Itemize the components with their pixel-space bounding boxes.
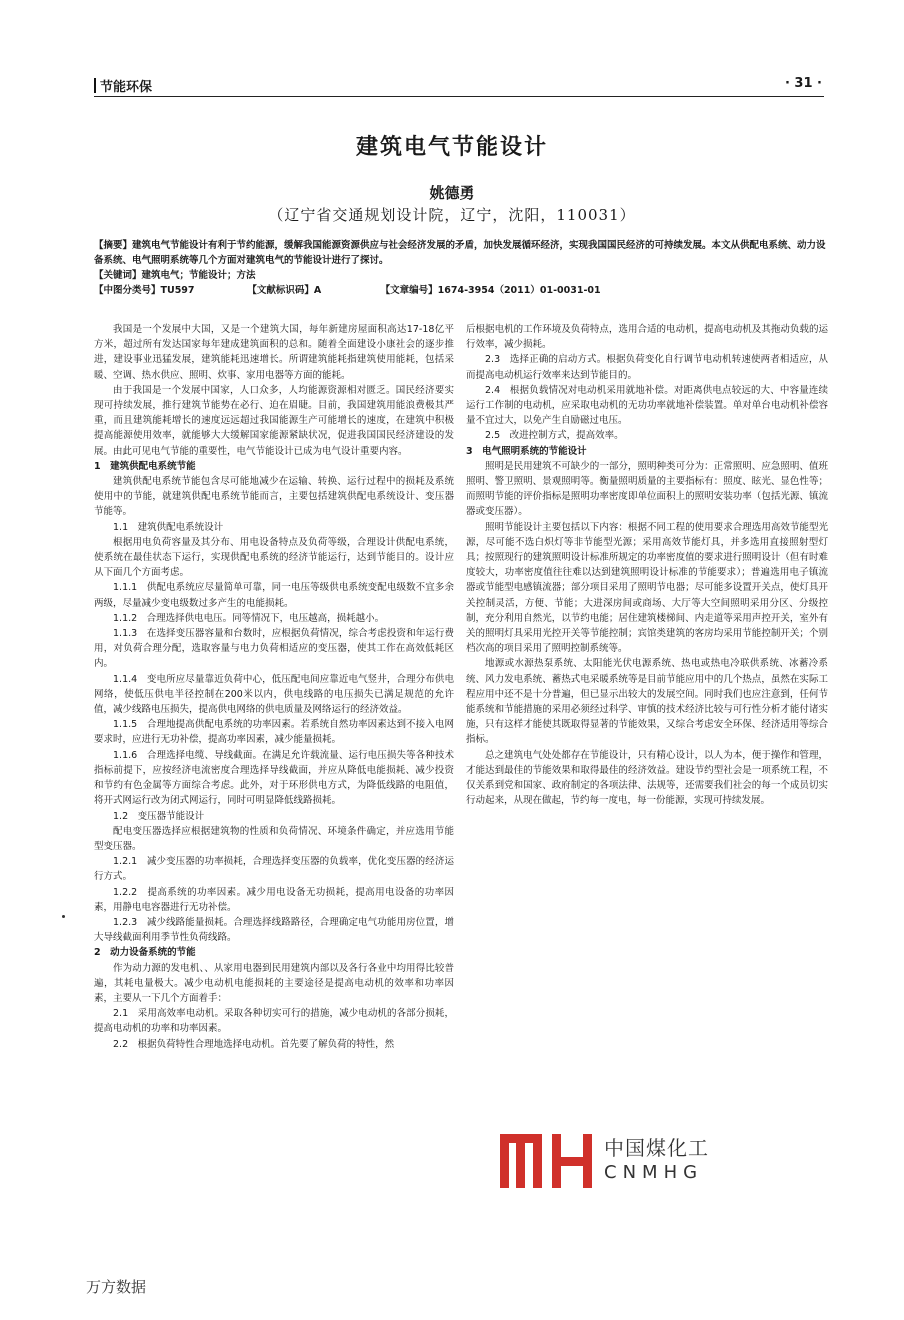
body-paragraph: 后根据电机的工作环境及负荷特点，选用合适的电动机，提高电动机及其拖动负载的运行效率，减少损耗。	[466, 324, 828, 351]
document-code: 【文献标识码】A	[247, 285, 322, 296]
keywords: 【关键词】建筑电气；节能设计；方法	[94, 270, 256, 281]
source-footer: 万方数据	[86, 1278, 147, 1296]
watermark-logo	[500, 1130, 740, 1190]
body-paragraph: 1.1.5 合理地提高供配电系统的功率因素。若系统自然功率因素达到不接入电网要求时，应进行无功补偿，提高功率因素，减少能量损耗。	[94, 719, 454, 746]
body-paragraph: 2.1 采用高效率电动机。采取各种切实可行的措施，减少电动机的各部分损耗，提高电动机的功率和功率因素。	[94, 1008, 454, 1035]
body-paragraph: 由于我国是一个发展中国家，人口众多，人均能源资源相对匮乏。国民经济要实现可持续发展，推行建筑节能势在必行、迫在眉睫。目前，我国建筑用能浪费极其严重，而且建筑能耗增长的速度远远超过我国能源生产可能增长的速度，在建筑中积极提高能源使用效率，就能够大大缓解国家能源紧缺状况，促进我国国民经济建设的发展。由此可见电气节能的重要性，电气节能设计已成为电气设计重要内容。	[94, 384, 454, 457]
page-number: · 31 ·	[784, 76, 822, 91]
body-paragraph: 1.2.3 减少线路能量损耗。合理选择线路路径，合理确定电气功能用房位置，增大导线截面利用季节性负荷线路。	[94, 916, 454, 944]
body-paragraph: 照明节能设计主要包括以下内容：根据不同工程的使用要求合理选用高效节能型光源，尽可能不选白炽灯等非节能型光源；采用高效节能灯具，并多选用直接照射型灯具；按照现行的建筑照明设计标准所规定的功率密度值的要求进行照明设计（但有时难度较大，功率密度值往往难以达到建筑照明设计标准的节能要求）；普遍选用电子镇流器或节能型电感镇流器；部分项目采用了照明节电器；尽可能多设置开关点，使灯具开关控制灵活，方便、节能；大进深房间或商场、大厅等大空间照明采用分区、分级控制，充分利用自然光，以节约电能；居住建筑楼梯间、内走道等采用声控开关，室外有关的照明灯具采用光控开关等节能控制；宾馆类建筑的客房均采用节能控制开关；个别档次高的项目采用了照明控制系统等。	[466, 521, 828, 655]
author-affiliation: （辽宁省交通规划设计院，辽宁，沈阳，110031）	[268, 206, 636, 224]
body-paragraph: 建筑供配电系统节能包含尽可能地减少在运输、转换、运行过程中的损耗及系统使用中的节能，就建筑供配电系统节能而言，主要包括建筑供配电系统设计、变压器节能等。	[94, 476, 454, 518]
body-paragraph: 配电变压器选择应根据建筑物的性质和负荷情况、环境条件确定，并应选用节能型变压器。	[94, 825, 454, 852]
body-paragraph: 地源或水源热泵系统、太阳能光伏电源系统、热电或热电冷联供系统、冰蓄冷系统、风力发电系统、蓄热式电采暖系统等是目前节能应用中的几个热点，虽然在实际工程应用中还不是十分普遍，但已显示出较大的发展空间。同时我们也应注意到，任何节能系统和节能措施的采用必须经过科学、审慎的技术经济比较与可行性分析才能付诸实施，只有这样才能使其既取得显著的节能效果，又综合考虑安全环保、经济适用等综合指标。	[466, 658, 828, 746]
clc-number: 【中图分类号】TU597	[94, 285, 195, 296]
body-paragraph: 总之建筑电气处处都存在节能设计，只有精心设计，以人为本，便于操作和管理，才能达到最佳的节能效果和取得最佳的经济效益。建设节约型社会是一项系统工程，不仅关系到党和国家、政府制定的各项法律、法规等，还需要我们社会的每一个成员切实行动起来，从现在做起，节约每一度电，每一份能源，实现可持续发展。	[466, 749, 828, 807]
body-paragraph: 2.3 选择正确的启动方式。根据负荷变化自行调节电动机转速使两者相适应，从而提高电动机运行效率来达到节能目的。	[466, 354, 828, 381]
body-paragraph: 照明是民用建筑不可缺少的一部分，照明种类可分为：正常照明、应急照明、值班照明、警卫照明、景观照明等。衡量照明质量的主要指标有：照度、眩光、显色性等；而照明节能的评价指标是照明功率密度即单位面积上的照明安装功率（包括光源、镇流器或变压器）。	[466, 460, 828, 518]
author-name: 姚德勇	[429, 184, 475, 202]
section-heading: 3 电气照明系统的节能设计	[466, 445, 587, 457]
body-left-column	[94, 322, 454, 1052]
watermark-name-en: CNMHG	[604, 1162, 704, 1183]
body-paragraph: 1.1.3 在选择变压器容量和台数时，应根据负荷情况，综合考虑投资和年运行费用，对负荷合理分配，选取容量与电力负荷相适应的变压器，使其工作在高效低耗区内。	[94, 628, 454, 670]
abstract-text: 【摘要】建筑电气节能设计有利于节约能源，缓解我国能源资源供应与社会经济发展的矛盾，加快发展循环经济，实现我国国民经济的可持续发展。本文从供配电系统、动力设备系统、电气照明系统等几个方面对建筑电气的节能设计进行了探讨。	[94, 240, 826, 266]
section-heading: 2 动力设备系统的节能	[94, 947, 196, 959]
margin-mark	[62, 915, 65, 918]
body-paragraph: 1.2.1 减少变压器的功率损耗，合理选择变压器的负载率，优化变压器的经济运行方式。	[94, 856, 454, 883]
header-rule	[94, 96, 824, 97]
body-paragraph: 根据用电负荷容量及其分布、用电设备特点及负荷等级，合理设计供配电系统，使系统在最佳状态下运行，实现供配电系统的经济节能运行，达到节能目的。设计应从下面几个方面考虑。	[94, 536, 454, 579]
article-title: 建筑电气节能设计	[355, 135, 548, 160]
classification-line	[94, 283, 826, 298]
body-paragraph: 1.1.4 变电所应尽量靠近负荷中心，低压配电间应靠近电气竖井，合理分布供电网络，使低压供电半径控制在200米以内，供电线路的电压损失已满足规范的允许值，减少线路电压损失，提高供电网络的供电质量及网络运行的经济效益。	[94, 673, 454, 716]
article-number: 【文章编号】1674-3954（2011）01-0031-01	[380, 285, 601, 296]
section-name: 节能环保	[100, 80, 153, 95]
subsection-heading: 1.1 建筑供配电系统设计	[113, 521, 224, 533]
body-paragraph: 1.2.2 提高系统的功率因素。减少用电设备无功损耗，提高用电设备的功率因素，用静电电容器进行无功补偿。	[94, 886, 454, 913]
body-paragraph: 2.2 根据负荷特性合理地选择电动机。首先要了解负荷的特性，然	[113, 1038, 395, 1050]
cnmhg-logo-icon	[500, 1130, 596, 1190]
section-bar-mark	[94, 78, 96, 93]
section-heading: 1 建筑供配电系统节能	[94, 460, 196, 472]
watermark-name-cn: 中国煤化工	[604, 1136, 709, 1160]
body-paragraph: 作为动力源的发电机、、从家用电器到民用建筑内部以及各行各业中均用得比较普遍，其耗电量极大。减少电动机电能损耗的主要途径是提高电动机的效率和功率因素，主要从一下几个方面着手：	[94, 962, 454, 1004]
body-paragraph: 2.5 改进控制方式，提高效率。	[485, 430, 624, 442]
journal-section-label	[94, 76, 152, 95]
body-paragraph: 2.4 根据负载情况对电动机采用就地补偿。对距离供电点较远的大、中容量连续运行工作制的电动机，应采取电动机的无功功率就地补偿装置。单对单台电动机补偿容量不宜过大，以免产生自励磁过电压。	[466, 384, 828, 427]
body-paragraph: 1.1.6 合理选择电缆、导线截面。在满足允许载流量、运行电压损失等各种技术指标前提下，应按经济电流密度合理选择导线截面，并应从降低电能损耗、减少投资和节约有色金属等方面综合考虑。此外，对于环形供电方式，为降低线路的电阻值，将开式网运行改为闭式网运行，同时可明显降低线路损耗。	[94, 749, 454, 807]
abstract-block	[94, 238, 826, 298]
body-paragraph: 我国是一个发展中大国，又是一个建筑大国，每年新建房屋面积高达17-18亿平方米，超过所有发达国家每年建成建筑面积的总和。随着全面建设小康社会的逐步推进，建设事业迅猛发展，建筑能耗迅速增长。所谓建筑能耗指建筑使用能耗，包括采暖、空调、热水供应、照明、炊事、家用电器等方面的能耗。	[94, 324, 454, 381]
subsection-heading: 1.2 变压器节能设计	[113, 810, 205, 822]
body-right-column	[466, 322, 828, 809]
body-paragraph: 1.1.1 供配电系统应尽量简单可靠，同一电压等级供电系统变配电级数不宜多余两级，尽量减少变电级数过多产生的电能损耗。	[94, 582, 454, 609]
body-paragraph: 1.1.2 合理选择供电电压。同等情况下，电压越高，损耗越小。	[113, 612, 385, 624]
